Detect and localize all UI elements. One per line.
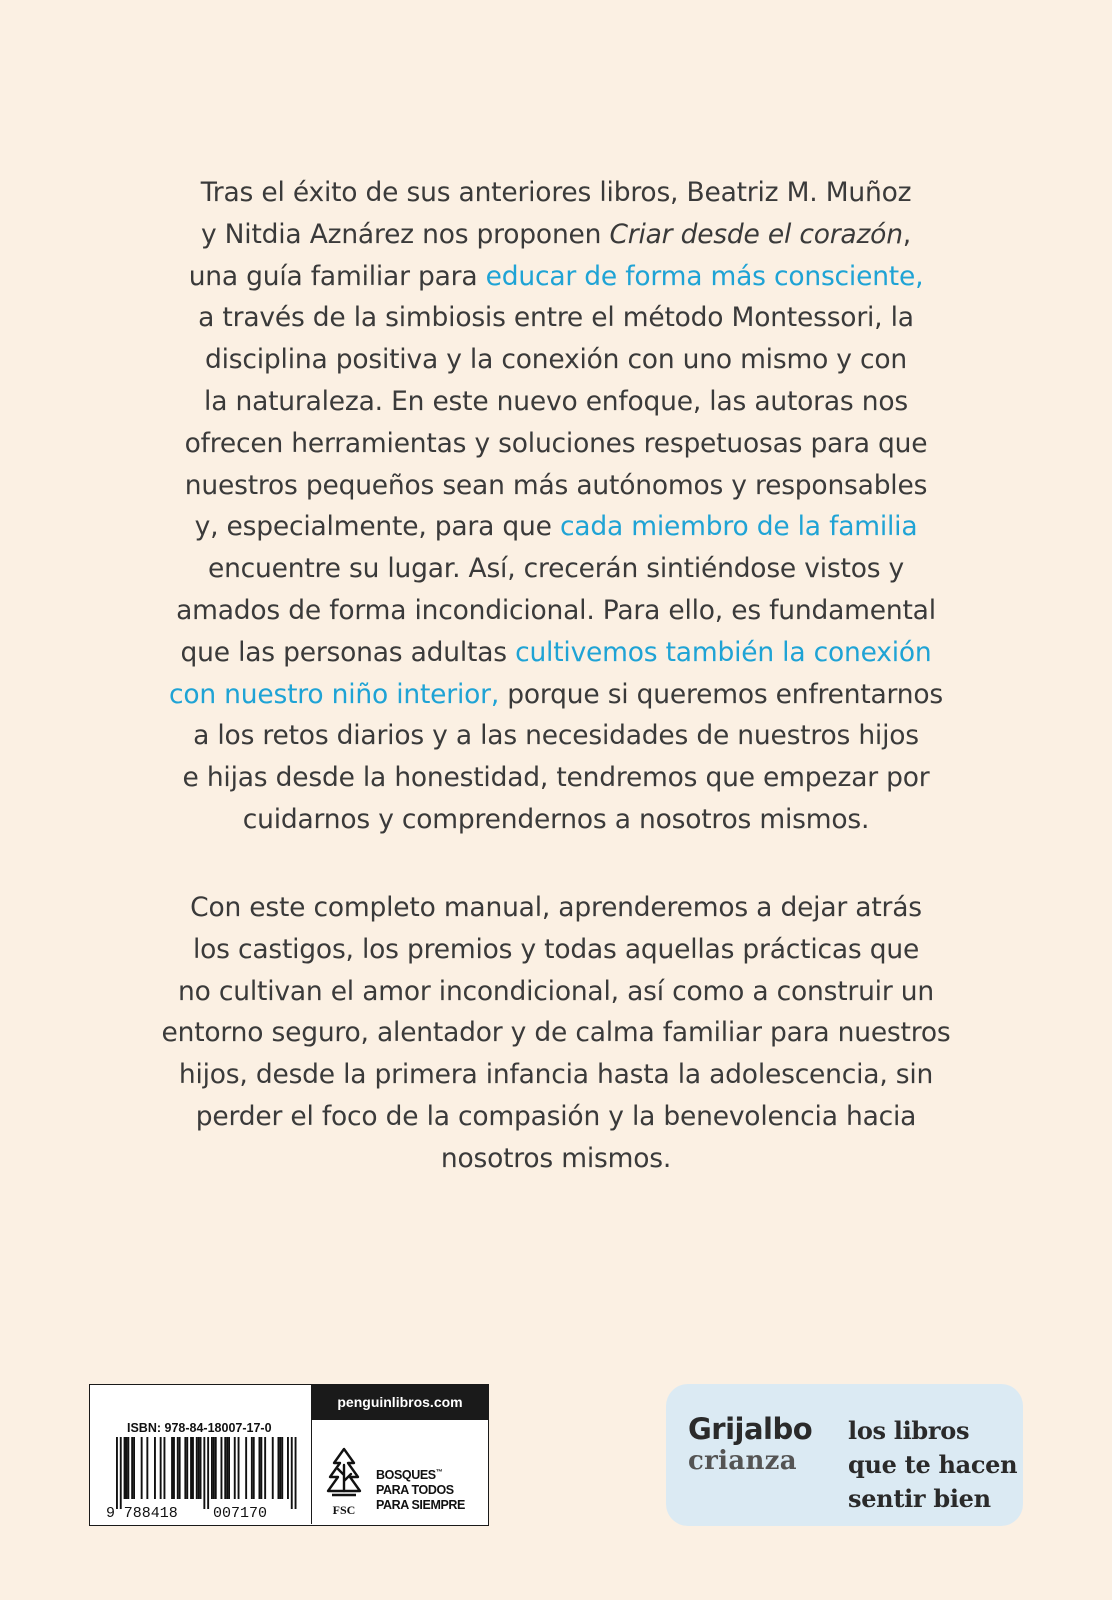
blurb-line bbox=[120, 674, 992, 716]
blurb-text: entorno seguro, alentador y de calma familiar para nuestros bbox=[161, 1017, 951, 1049]
fsc-tree-icon bbox=[324, 1445, 364, 1501]
blurb-line bbox=[120, 1096, 992, 1138]
blurb-text: ofrecen herramientas y soluciones respetuosas para que bbox=[184, 427, 928, 459]
barcode-bar bbox=[133, 1437, 135, 1499]
barcode-bar bbox=[192, 1437, 194, 1499]
barcode-bar bbox=[127, 1437, 129, 1499]
barcode-bar bbox=[116, 1437, 118, 1509]
blurb-text: , bbox=[902, 218, 912, 250]
blurb-text: e hijas desde la honestidad, tendremos que empezar por bbox=[182, 762, 930, 794]
barcode bbox=[104, 1437, 304, 1521]
barcode-bar bbox=[200, 1437, 202, 1499]
blurb-line bbox=[120, 715, 992, 757]
barcode-bar bbox=[278, 1437, 280, 1499]
blurb-text: los castigos, los premios y todas aquellas prácticas que bbox=[192, 933, 920, 965]
blurb-line bbox=[120, 757, 992, 799]
barcode-bar bbox=[253, 1437, 255, 1499]
barcode-bar bbox=[164, 1437, 166, 1499]
barcode-bar bbox=[279, 1437, 281, 1499]
fsc-tagline bbox=[376, 1465, 465, 1513]
blurb-text: nuestros pequeños sean más autónomos y responsables bbox=[184, 469, 928, 501]
barcode-bar bbox=[141, 1437, 143, 1499]
barcode-bar bbox=[190, 1437, 192, 1499]
barcode-bar bbox=[126, 1437, 128, 1499]
barcode-section bbox=[90, 1385, 312, 1524]
blurb-text: y, especialmente, para que bbox=[194, 511, 560, 543]
barcode-bar bbox=[260, 1437, 262, 1499]
barcode-bar bbox=[160, 1437, 162, 1499]
barcode-bar bbox=[291, 1437, 293, 1509]
fsc-tagline-line: PARA SIEMPRE bbox=[376, 1498, 465, 1513]
blurb-line bbox=[120, 1054, 992, 1096]
blurb-text: a los retos diarios y a las necesidades de nuestros hijos bbox=[193, 720, 919, 752]
blurb-text: porque si queremos enfrentarnos bbox=[499, 678, 943, 710]
barcode-bar bbox=[184, 1437, 186, 1499]
barcode-box bbox=[89, 1384, 489, 1526]
slogan-line: que te hacen bbox=[848, 1450, 1018, 1479]
fsc-tagline-line: PARA TODOS bbox=[376, 1483, 454, 1498]
barcode-bar bbox=[124, 1437, 126, 1499]
barcode-bar bbox=[211, 1437, 213, 1499]
blurb-text: nosotros mismos. bbox=[440, 1142, 672, 1174]
publisher-tag bbox=[666, 1384, 1023, 1526]
blurb-text: la naturaleza. En este nuevo enfoque, las autoras nos bbox=[204, 385, 908, 417]
highlighted-text: cultivemos también la conexión bbox=[515, 636, 932, 668]
blurb-line bbox=[120, 887, 992, 929]
blurb-text: no cultivan el amor incondicional, así como a construir un bbox=[178, 975, 934, 1007]
barcode-bar bbox=[215, 1437, 217, 1499]
blurb-text: cuidarnos y comprendernos a nosotros mismos. bbox=[242, 803, 870, 835]
blurb-paragraph-1 bbox=[120, 172, 992, 841]
publisher-slogan bbox=[848, 1414, 1017, 1516]
barcode-bar bbox=[295, 1437, 297, 1509]
barcode-bar bbox=[238, 1437, 240, 1499]
blurb-text: una guía familiar para bbox=[188, 260, 486, 292]
highlighted-text: cada miembro de la familia bbox=[559, 511, 918, 543]
barcode-bar bbox=[245, 1437, 247, 1499]
publisher-name: Grijalbo bbox=[688, 1412, 813, 1446]
barcode-bar bbox=[264, 1437, 266, 1499]
blurb-line bbox=[120, 971, 992, 1013]
blurb-text: y Nitdia Aznárez nos proponen bbox=[200, 218, 610, 250]
fsc-certification bbox=[312, 1421, 488, 1524]
blurb-line bbox=[120, 799, 992, 841]
blurb-paragraph-2 bbox=[120, 887, 992, 1180]
barcode-bar bbox=[281, 1437, 283, 1499]
highlighted-text: educar de forma más consciente, bbox=[485, 260, 924, 292]
blurb-line bbox=[120, 297, 992, 339]
blurb-line bbox=[120, 339, 992, 381]
book-title-italic: Criar desde el corazón bbox=[609, 218, 903, 250]
barcode-digits: 9 bbox=[106, 1505, 116, 1521]
barcode-bar bbox=[179, 1437, 181, 1499]
barcode-bar bbox=[186, 1437, 188, 1499]
barcode-digits: 007170 bbox=[213, 1505, 268, 1521]
website-label: penguinlibros.com bbox=[312, 1385, 488, 1420]
blurb-text: a través de la simbiosis entre el método Montessori, la bbox=[198, 302, 914, 334]
slogan-line: sentir bien bbox=[848, 1484, 991, 1513]
barcode-bar bbox=[196, 1437, 198, 1499]
barcode-bar bbox=[226, 1437, 228, 1499]
blurb-text: disciplina positiva y la conexión con uno mismo y con bbox=[204, 344, 907, 376]
fsc-label: FSC bbox=[332, 1503, 356, 1517]
isbn-label: ISBN: 978-84-18007-17-0 bbox=[127, 1421, 272, 1435]
barcode-bar bbox=[272, 1437, 274, 1499]
barcode-bar bbox=[234, 1437, 236, 1499]
blurb-line bbox=[120, 256, 992, 298]
barcode-bar bbox=[228, 1437, 230, 1499]
blurb-line bbox=[120, 929, 992, 971]
barcode-bar bbox=[173, 1437, 175, 1499]
barcode-bar bbox=[251, 1437, 253, 1499]
barcode-bar bbox=[207, 1437, 209, 1509]
blurb-line bbox=[120, 423, 992, 465]
blurb-line bbox=[120, 172, 992, 214]
blurb-line bbox=[120, 1012, 992, 1054]
publisher-imprint: crianza bbox=[688, 1446, 797, 1476]
blurb-line bbox=[120, 632, 992, 674]
barcode-bar bbox=[287, 1437, 289, 1499]
blurb-line bbox=[120, 1138, 992, 1180]
barcode-bar bbox=[224, 1437, 226, 1499]
blurb-line bbox=[120, 381, 992, 423]
barcode-bar bbox=[120, 1437, 122, 1509]
blurb-text: hijos, desde la primera infancia hasta la adolescencia, sin bbox=[178, 1059, 934, 1091]
blurb-text: perder el foco de la compasión y la benevolencia hacia bbox=[195, 1100, 917, 1132]
highlighted-text: con nuestro niño interior, bbox=[168, 678, 500, 710]
barcode-bar bbox=[203, 1437, 205, 1509]
barcode-bar bbox=[171, 1437, 173, 1499]
barcode-bar bbox=[146, 1437, 148, 1499]
barcode-bar bbox=[177, 1437, 179, 1499]
blurb-line bbox=[120, 214, 992, 256]
barcode-bar bbox=[198, 1437, 200, 1499]
fsc-tagline-line: BOSQUES™ bbox=[376, 1468, 443, 1483]
barcode-bar bbox=[154, 1437, 156, 1499]
blurb-line bbox=[120, 465, 992, 507]
blurb-line bbox=[120, 506, 992, 548]
barcode-bar bbox=[221, 1437, 223, 1499]
blurb-line bbox=[120, 590, 992, 632]
blurb-text: Tras el éxito de sus anteriores libros, Beatriz M. Muñoz bbox=[200, 177, 912, 208]
blurb-line bbox=[120, 548, 992, 590]
blurb-text: amados de forma incondicional. Para ello, es fundamental bbox=[176, 594, 936, 626]
blurb-text: encuentre su lugar. Así, crecerán sintiéndose vistos y bbox=[207, 553, 905, 585]
barcode-bar bbox=[131, 1437, 133, 1499]
blurb-text: que las personas adultas bbox=[180, 636, 516, 668]
barcode-digits: 788418 bbox=[123, 1505, 178, 1521]
barcode-bar bbox=[259, 1437, 261, 1499]
barcode-bar bbox=[213, 1437, 215, 1499]
slogan-line: los libros bbox=[848, 1416, 970, 1445]
blurb-text: Con este completo manual, aprenderemos a dejar atrás bbox=[190, 892, 922, 923]
